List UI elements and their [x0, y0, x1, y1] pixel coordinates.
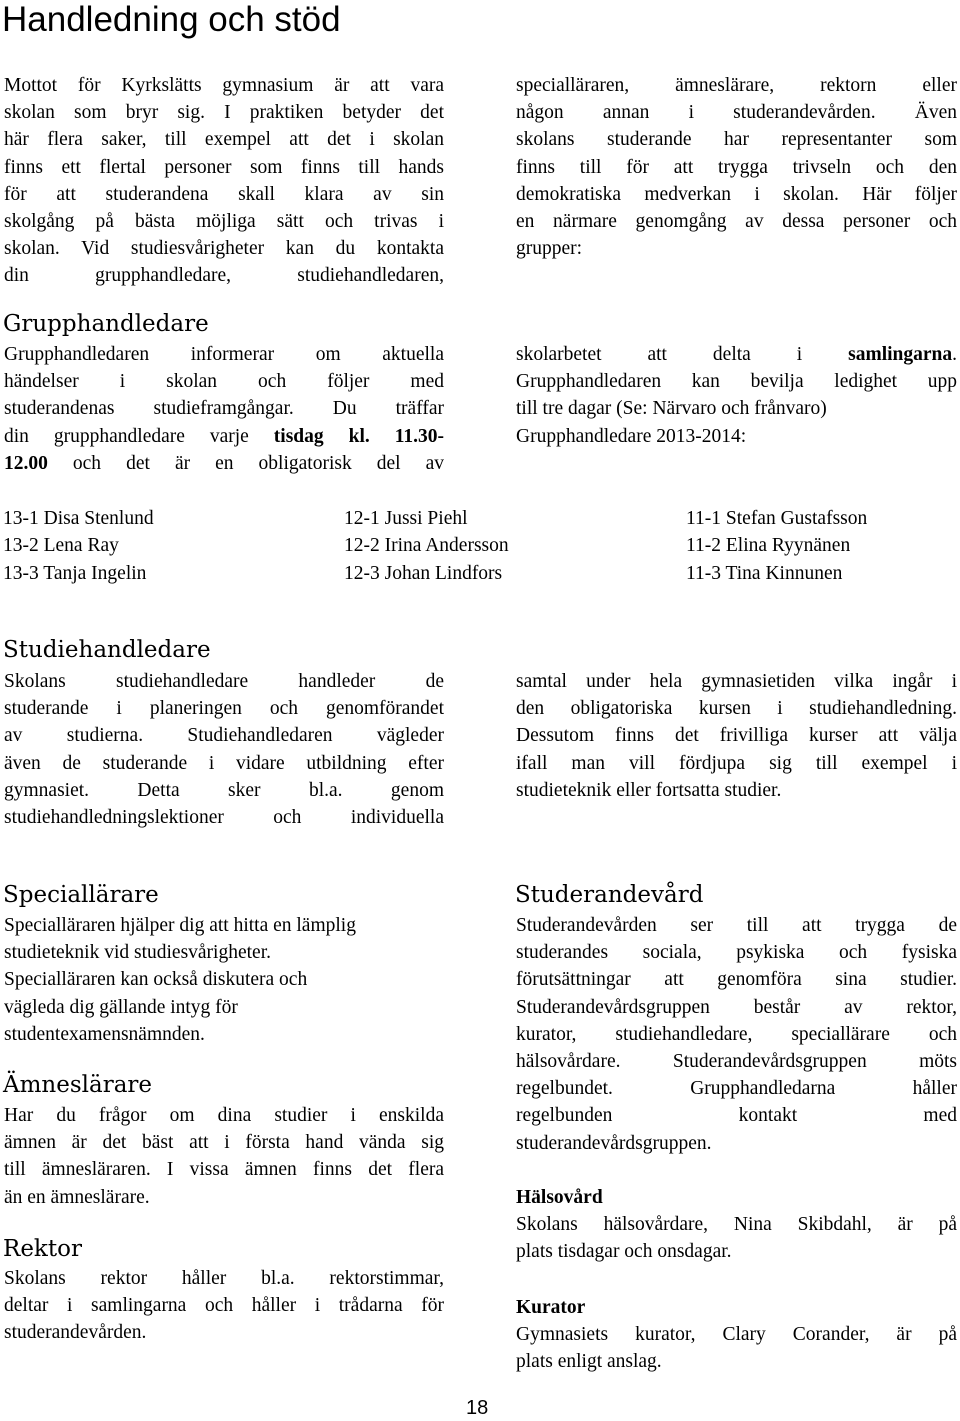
- text-line: grupper:: [516, 238, 583, 260]
- text-line: hälsovårdare. Studerandevårdsgruppen möts: [516, 1051, 957, 1073]
- text-line: specialläraren, ämneslärare, rektorn eller: [516, 75, 957, 96]
- text-line: händelser i skolan och följer med: [4, 371, 444, 393]
- text-line: finns till för att trygga trivseln och den: [516, 156, 957, 178]
- studiehandledare-right: [516, 668, 957, 804]
- text-line: deltar i samlingarna och håller i trådarna för: [4, 1295, 444, 1317]
- text-line: för att studerandena skall klara av sin: [4, 183, 444, 205]
- text-line: studerandenas studieframgångar. Du träffar: [4, 398, 444, 420]
- group-entry: 13-2 Lena Ray: [3, 535, 119, 557]
- section-heading-rektor: Rektor: [3, 1236, 82, 1262]
- text-line: studieteknik eller fortsatta studier.: [516, 779, 782, 801]
- text-line: studentexamensnämnden.: [4, 1023, 205, 1045]
- text-line: studiehandledningslektioner och individuella: [4, 807, 444, 829]
- text-line: Studerandevården ser till att trygga de: [516, 915, 957, 936]
- text-line: studerandes sociala, psykiska och fysiska: [516, 942, 957, 964]
- speciallarare-body: [4, 912, 444, 1048]
- text-line: ifall man vill fördjupa sig till exempel i: [516, 752, 957, 774]
- rektor-body: [4, 1265, 444, 1347]
- text-line: här flera saker, till exempel att det i skolan: [4, 129, 444, 151]
- text-line: din grupphandledare, studiehandledaren,: [4, 265, 444, 287]
- text-line: den obligatoriska kursen i studiehandledning.: [516, 698, 957, 720]
- text-line: Mottot för Kyrkslätts gymnasium är att vara: [4, 75, 444, 96]
- group-entry: 13-3 Tanja Ingelin: [3, 562, 147, 584]
- text-line: regelbunden kontakt med: [516, 1105, 957, 1127]
- group-entry: 11-2 Elina Ryynänen: [686, 535, 851, 557]
- text-line: Grupphandledaren kan bevilja ledighet upp: [516, 371, 957, 393]
- text-line: [4, 423, 444, 450]
- text-line: kurator, studiehandledare, speciallärare och: [516, 1023, 957, 1045]
- grupphandledare-left: [4, 341, 444, 477]
- text-line: plats enligt anslag.: [516, 1351, 662, 1373]
- section-heading-amneslarare: Ämneslärare: [3, 1072, 153, 1098]
- text-line: demokratiska medverkan i skolan. Här följer: [516, 183, 957, 205]
- text-fragment: skolarbetet att delta i: [516, 344, 849, 365]
- text-line: Skolans hälsovårdare, Nina Skibdahl, är på: [516, 1214, 957, 1235]
- text-fragment: din grupphandledare varje: [4, 425, 274, 447]
- kurator-body: [516, 1321, 957, 1375]
- text-line: studieteknik vid studiesvårigheter.: [4, 942, 271, 964]
- text-line: till tre dagar (Se: Närvaro och frånvaro): [516, 398, 827, 420]
- text-line: en närmare genomgång av dessa personer och: [516, 211, 957, 233]
- text-line: studerandevårdsgruppen.: [516, 1132, 712, 1154]
- text-line: Gymnasiets kurator, Clary Corander, är på: [516, 1324, 957, 1345]
- text-line: skolgång på bästa möjliga sätt och trivas i: [4, 211, 444, 233]
- text-line: Grupphandledaren informerar om aktuella: [4, 344, 444, 365]
- text-line: [516, 341, 957, 368]
- intro-left: [4, 72, 444, 290]
- text-line: av studierna. Studiehandledaren vägleder: [4, 725, 444, 747]
- meeting-time: tisdag kl. 11.30-: [273, 425, 444, 447]
- group-entry: 11-1 Stefan Gustafsson: [686, 508, 868, 529]
- text-line: finns ett flertal personer som finns till hands: [4, 156, 444, 178]
- text-line: Skolans rektor håller bl.a. rektorstimmar,: [4, 1268, 444, 1289]
- group-entry: 13-1 Disa Stenlund: [3, 508, 154, 529]
- text-line: samtal under hela gymnasietiden vilka ingår i: [516, 671, 957, 692]
- halsovard-body: [516, 1211, 957, 1265]
- text-line: även de studerande i vidare utbildning efter: [4, 752, 444, 774]
- text-line: till ämnesläraren. I vissa ämnen finns det flera: [4, 1159, 444, 1181]
- section-heading-studiehandledare: Studiehandledare: [3, 637, 211, 663]
- text-line: ämnen är det bäst att i första hand vända sig: [4, 1132, 444, 1154]
- emphasis: samlingarna: [848, 344, 953, 365]
- text-line: regelbundet. Grupphandledarna håller: [516, 1078, 957, 1100]
- text-line: Grupphandledare 2013-2014:: [516, 425, 747, 447]
- group-entry: 12-3 Johan Lindfors: [344, 562, 503, 584]
- text-line: [4, 450, 444, 477]
- text-line: Specialläraren hjälper dig att hitta en lämplig: [4, 915, 356, 936]
- grupphandledare-right: [516, 341, 957, 450]
- text-line: någon annan i studerandevården. Även: [516, 102, 957, 124]
- text-line: Dessutom finns det frivilliga kurser att välja: [516, 725, 957, 747]
- text-line: gymnasiet. Detta sker bl.a. genom: [4, 779, 444, 801]
- group-entry: 11-3 Tina Kinnunen: [686, 562, 843, 584]
- text-line: Studerandevårdsgruppen består av rektor,: [516, 996, 957, 1018]
- studiehandledare-left: [4, 668, 444, 831]
- text-line: studerande i planeringen och genomförandet: [4, 698, 444, 720]
- text-line: än en ämneslärare.: [4, 1186, 150, 1208]
- group-entry: 12-2 Irina Andersson: [344, 535, 509, 557]
- page-title: Handledning och stöd: [2, 0, 341, 39]
- section-heading-kurator: Kurator: [516, 1297, 586, 1318]
- text-line: förutsättningar att genomföra sina studier.: [516, 969, 957, 991]
- section-heading-speciallarare: Speciallärare: [3, 882, 159, 908]
- text-line: skolans studerande har representanter som: [516, 129, 957, 151]
- text-line: studerandevården.: [4, 1322, 147, 1344]
- section-heading-studerandevard: Studerandevård: [515, 882, 704, 908]
- text-line: Skolans studiehandledare handleder de: [4, 671, 444, 692]
- text-fragment: och det är en obligatorisk del av: [47, 452, 444, 474]
- text-line: vägleda dig gällande intyg för: [4, 996, 238, 1018]
- section-heading-halsovard: Hälsovård: [516, 1187, 603, 1208]
- text-line: Specialläraren kan också diskutera och: [4, 969, 308, 991]
- studerandevard-body: [516, 912, 957, 1157]
- page-number: 18: [466, 1397, 489, 1419]
- amneslarare-body: [4, 1102, 444, 1211]
- text-line: skolan som bryr sig. I praktiken betyder det: [4, 102, 444, 124]
- intro-right: [516, 72, 957, 262]
- group-entry: 12-1 Jussi Piehl: [344, 508, 468, 529]
- text-fragment: .: [952, 344, 957, 365]
- text-line: Har du frågor om dina studier i enskilda: [4, 1105, 444, 1126]
- section-heading-grupphandledare: Grupphandledare: [3, 311, 209, 337]
- text-line: plats tisdagar och onsdagar.: [516, 1241, 732, 1263]
- meeting-time-end: 12.00: [4, 452, 48, 474]
- text-line: skolan. Vid studiesvårigheter kan du kontakta: [4, 238, 444, 260]
